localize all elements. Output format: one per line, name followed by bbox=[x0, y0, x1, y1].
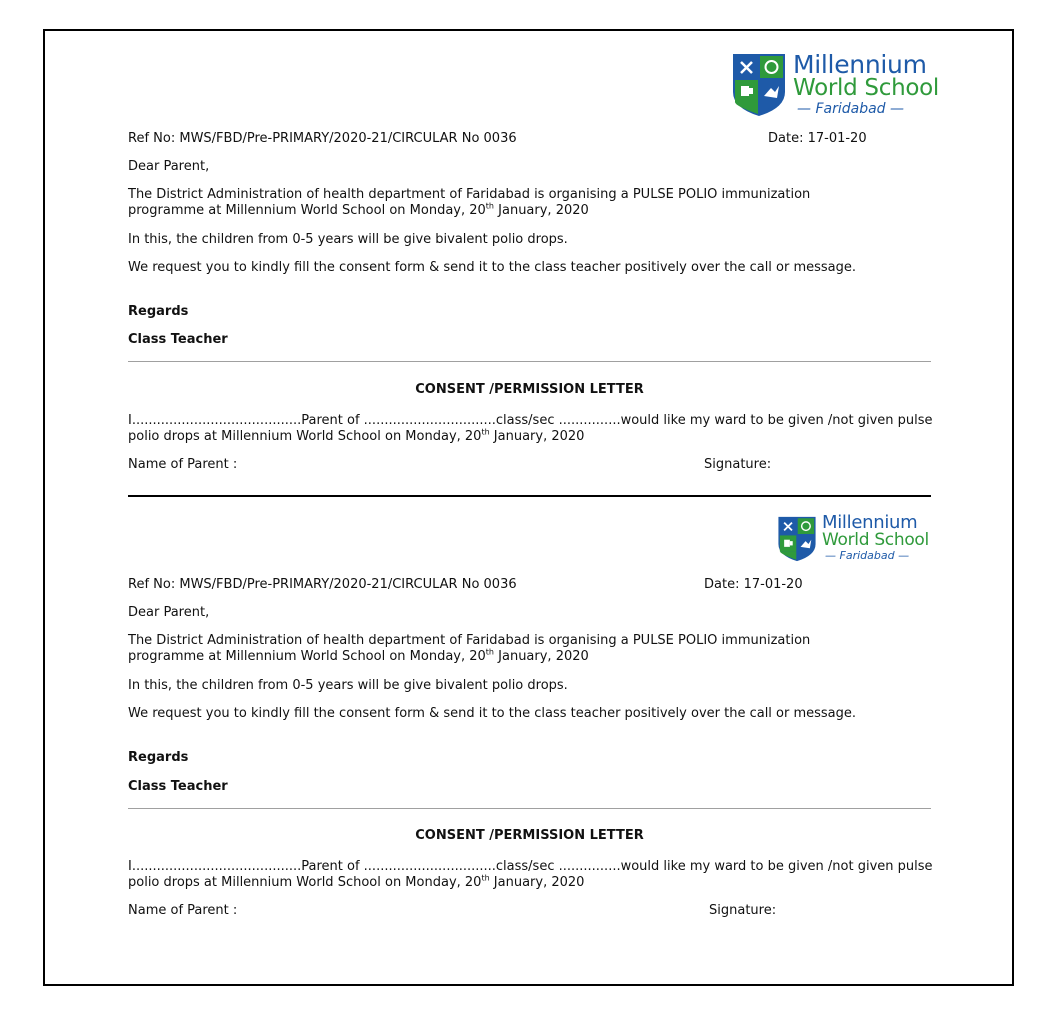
consent-title: CONSENT /PERMISSION LETTER bbox=[415, 382, 644, 397]
cut-line bbox=[128, 495, 931, 497]
class-teacher: Class Teacher bbox=[128, 332, 228, 347]
logo-line-millennium: Millennium bbox=[822, 512, 918, 533]
signature-label: Signature: bbox=[704, 457, 772, 472]
request-paragraph: We request you to kindly fill the consent form & send it to the class teacher positively over the call or message. bbox=[128, 260, 857, 275]
consent-statement: I.........................................Parent of ................................class/sec ...............would like my ward to be given /not given pulse polio drops at Millennium World School on Monday, 20th January, 2020 bbox=[128, 413, 933, 444]
ref-number: Ref No: MWS/FBD/Pre-PRIMARY/2020-21/CIRCULAR No 0036 bbox=[128, 577, 517, 592]
school-logo bbox=[777, 514, 929, 564]
greeting: Dear Parent, bbox=[128, 605, 210, 620]
parent-name-label: Name of Parent : bbox=[128, 457, 238, 472]
intro-paragraph: The District Administration of health department of Faridabad is organising a PULSE POLIO immunization programme at Millennium World School on Monday, 20th January, 2020 bbox=[128, 187, 811, 218]
intro-paragraph: The District Administration of health department of Faridabad is organising a PULSE POLIO immunization programme at Millennium World School on Monday, 20th January, 2020 bbox=[128, 633, 811, 664]
class-teacher: Class Teacher bbox=[128, 779, 228, 794]
regards: Regards bbox=[128, 304, 189, 319]
logo-line-faridabad: — Faridabad — bbox=[825, 549, 910, 562]
age-paragraph: In this, the children from 0-5 years will be give bivalent polio drops. bbox=[128, 232, 568, 247]
circular-date: Date: 17-01-20 bbox=[704, 577, 803, 592]
logo-line-world-school: World School bbox=[822, 530, 929, 550]
consent-title: CONSENT /PERMISSION LETTER bbox=[415, 828, 644, 843]
consent-statement: I.........................................Parent of ................................class/sec ...............would like my ward to be given /not given pulse polio drops at Millennium World School on Monday, 20th January, 2020 bbox=[128, 859, 933, 890]
age-paragraph: In this, the children from 0-5 years will be give bivalent polio drops. bbox=[128, 678, 568, 693]
logo-line-world-school: World School bbox=[793, 75, 939, 101]
signature-label: Signature: bbox=[709, 903, 777, 918]
school-crest-icon bbox=[777, 514, 817, 564]
parent-name-label: Name of Parent : bbox=[128, 903, 238, 918]
section-divider bbox=[128, 808, 931, 809]
regards: Regards bbox=[128, 750, 189, 765]
school-logo bbox=[731, 52, 939, 118]
logo-line-millennium: Millennium bbox=[793, 50, 927, 79]
circular-date: Date: 17-01-20 bbox=[768, 131, 867, 146]
request-paragraph: We request you to kindly fill the consent form & send it to the class teacher positively over the call or message. bbox=[128, 706, 857, 721]
section-divider bbox=[128, 361, 931, 362]
ref-number: Ref No: MWS/FBD/Pre-PRIMARY/2020-21/CIRCULAR No 0036 bbox=[128, 131, 517, 146]
greeting: Dear Parent, bbox=[128, 159, 210, 174]
logo-line-faridabad: — Faridabad — bbox=[797, 101, 904, 117]
school-crest-icon bbox=[731, 52, 787, 118]
